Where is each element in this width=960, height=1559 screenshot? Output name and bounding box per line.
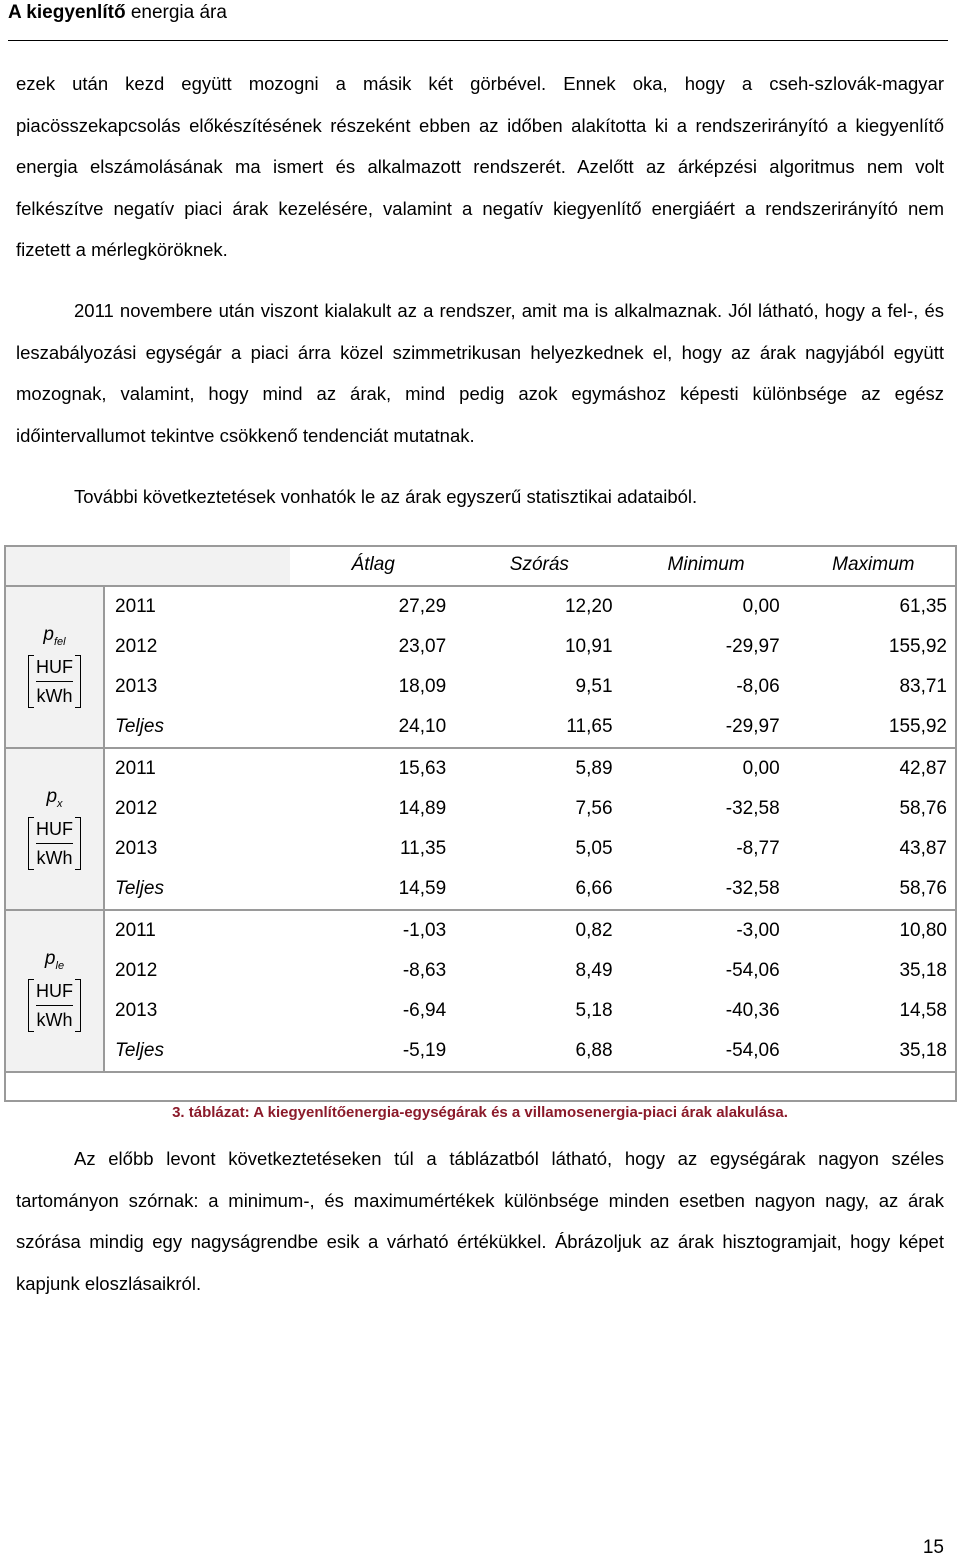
table-cell: 42,87 <box>790 748 957 789</box>
table-cell: 24,10 <box>290 707 456 748</box>
table-cell: 0,00 <box>623 586 790 627</box>
table-header-row <box>5 545 957 586</box>
table-cell: -32,58 <box>623 869 790 910</box>
unit-fraction <box>28 977 81 1034</box>
header-title-bold: A kiegyenlítő <box>8 2 126 23</box>
table-cell: 14,58 <box>899 1000 947 1021</box>
row-label: Teljes <box>104 869 290 910</box>
paragraph-3: További következtetések vonhatók le az árak egyszerű statisztikai adataiból. <box>74 486 698 507</box>
table-row <box>5 667 957 707</box>
table-cell: 10,80 <box>790 910 957 951</box>
table-row <box>5 991 957 1031</box>
price-symbol <box>16 948 93 972</box>
unit-denominator: kWh <box>36 848 73 869</box>
symbol-subscript: le <box>55 959 65 972</box>
header-rule <box>8 40 948 41</box>
table-row <box>5 869 957 910</box>
row-label: 2012 <box>115 798 158 819</box>
table-cell: 18,09 <box>398 676 447 697</box>
table-cell: 9,51 <box>575 676 613 697</box>
paragraph-2: 2011 novembere után viszont kialakult az a rendszer, amit ma is alkalmaznak. Jól látható, hogy a fel-, és leszabályozási egységár a piaci árra közel szimmetrikusan helyezkednek el, hogy az árak nagyjából együtt mozognak, valamint, hogy mind az árak, mind pedig azok egymáshoz képesti különbsége az egész időintervallumot tekintve csökkenő tendenciát mutatnak. <box>16 300 944 446</box>
row-label: 2013 <box>115 838 158 859</box>
table-cell: 14,89 <box>398 798 447 819</box>
table-cell: 8,49 <box>575 960 613 981</box>
table-cell: 155,92 <box>790 707 957 748</box>
table-cell: 14,59 <box>290 869 456 910</box>
unit-numerator: HUF <box>36 815 73 844</box>
symbol-subscript: fel <box>53 635 66 648</box>
table-cell: 6,88 <box>456 1031 622 1072</box>
table-cell: 5,18 <box>575 1000 613 1021</box>
symbol-letter: p <box>46 785 58 807</box>
row-label: Teljes <box>104 1031 290 1072</box>
column-header: Szórás <box>509 554 569 575</box>
table-cell: 0,00 <box>623 748 790 789</box>
table-cell: -3,00 <box>623 910 790 951</box>
table-cell: 27,29 <box>290 586 456 627</box>
table-cell: -8,06 <box>736 676 780 697</box>
unit-numerator: HUF <box>36 977 73 1006</box>
table-cell: -5,19 <box>290 1031 456 1072</box>
paragraph-1: ezek után kezd együtt mozogni a másik két görbével. Ennek oka, hogy a cseh-szlovák-magyar piacösszekapcsolás előkészítésének részeként ebben az időben alakította ki a rendszerirányító a kiegyenlítő energia elszámolásának ma ismert és alkalmazott rendszerét. Azelőtt az árképzési algoritmus nem volt felkészítve negatív piaci árak kezelésére, valamint a negatív kiegyenlítő energiáért a rendszerirányító nem fizetett a mérlegköröknek. <box>16 73 944 260</box>
group-label-cell <box>5 748 104 910</box>
page-number: 15 <box>922 1537 944 1558</box>
group-label-cell <box>5 586 104 748</box>
table-cell: 35,18 <box>899 960 947 981</box>
table-row <box>5 707 957 748</box>
price-symbol <box>16 624 93 648</box>
table-cell: 11,65 <box>456 707 622 748</box>
table-cell: 58,76 <box>899 798 947 819</box>
table-cell: 35,18 <box>790 1031 957 1072</box>
table-row <box>5 951 957 991</box>
price-symbol <box>16 786 93 810</box>
table-row <box>5 586 957 627</box>
group-label-cell <box>5 910 104 1072</box>
table-row <box>5 829 957 869</box>
unit-denominator: kWh <box>36 686 73 707</box>
unit-denominator: kWh <box>36 1010 73 1031</box>
row-label: 2012 <box>115 960 158 981</box>
table-cell: 12,20 <box>456 586 622 627</box>
symbol-letter: p <box>44 947 56 969</box>
table-cell: -40,36 <box>725 1000 780 1021</box>
unit-fraction <box>28 815 81 872</box>
symbol-letter: p <box>43 623 54 645</box>
table-cell: 10,91 <box>564 636 613 657</box>
header-blank-cell <box>5 545 290 586</box>
table-cell: 61,35 <box>790 586 957 627</box>
table-row <box>5 748 957 789</box>
table-cell: -8,63 <box>402 960 447 981</box>
table-cell: 43,87 <box>899 838 947 859</box>
row-label: 2012 <box>115 636 158 657</box>
header-title-rest: energia ára <box>125 2 227 23</box>
row-label: 2011 <box>104 586 290 627</box>
table-row <box>5 910 957 951</box>
table-cell: 83,71 <box>899 676 947 697</box>
row-label: 2011 <box>104 748 290 789</box>
column-header: Átlag <box>351 554 395 575</box>
row-label: 2013 <box>115 676 158 697</box>
table-cell: 0,82 <box>456 910 622 951</box>
table-cell: -54,06 <box>725 960 780 981</box>
table-cell: 15,63 <box>290 748 456 789</box>
table-cell: 58,76 <box>790 869 957 910</box>
table-cell: -1,03 <box>290 910 456 951</box>
table-cell: -29,97 <box>725 636 780 657</box>
column-header: Minimum <box>667 554 745 575</box>
statistics-table <box>4 545 957 1073</box>
unit-fraction <box>28 653 81 710</box>
table-cell: 5,89 <box>456 748 622 789</box>
table-row <box>5 1031 957 1072</box>
table-caption: 3. táblázat: A kiegyenlítőenergia-egységárak és a villamosenergia-piaci árak alakulása. <box>172 1104 788 1121</box>
table-cell: 5,05 <box>575 838 613 859</box>
table-cell: 7,56 <box>575 798 613 819</box>
row-label: Teljes <box>104 707 290 748</box>
paragraph-4: Az előbb levont következtetéseken túl a táblázatból látható, hogy az egységárak nagyon széles tartományon szórnak: a minimum-, és maximumértékek különbsége minden esetben nagyon nagy, az árak szórása mindig egy nagyságrendbe esik a várható értékükkel. Ábrázoljuk az árak hisztogramjait, hogy képet kapjunk eloszlásaikról. <box>16 1148 944 1294</box>
unit-numerator: HUF <box>36 653 73 682</box>
table-cell: -54,06 <box>623 1031 790 1072</box>
table-cell: 6,66 <box>456 869 622 910</box>
table-cell: -29,97 <box>623 707 790 748</box>
row-label: 2013 <box>115 1000 158 1021</box>
row-label: 2011 <box>104 910 290 951</box>
table-row <box>5 627 957 667</box>
symbol-subscript: x <box>57 797 63 810</box>
table-cell: 11,35 <box>400 838 447 859</box>
table-cell: 155,92 <box>888 636 947 657</box>
table-cell: -6,94 <box>402 1000 447 1021</box>
table-cell: -32,58 <box>725 798 780 819</box>
table-cell: -8,77 <box>736 838 780 859</box>
table-row <box>5 789 957 829</box>
running-header <box>8 2 227 24</box>
column-header: Maximum <box>832 554 915 575</box>
table-cell: 23,07 <box>398 636 447 657</box>
